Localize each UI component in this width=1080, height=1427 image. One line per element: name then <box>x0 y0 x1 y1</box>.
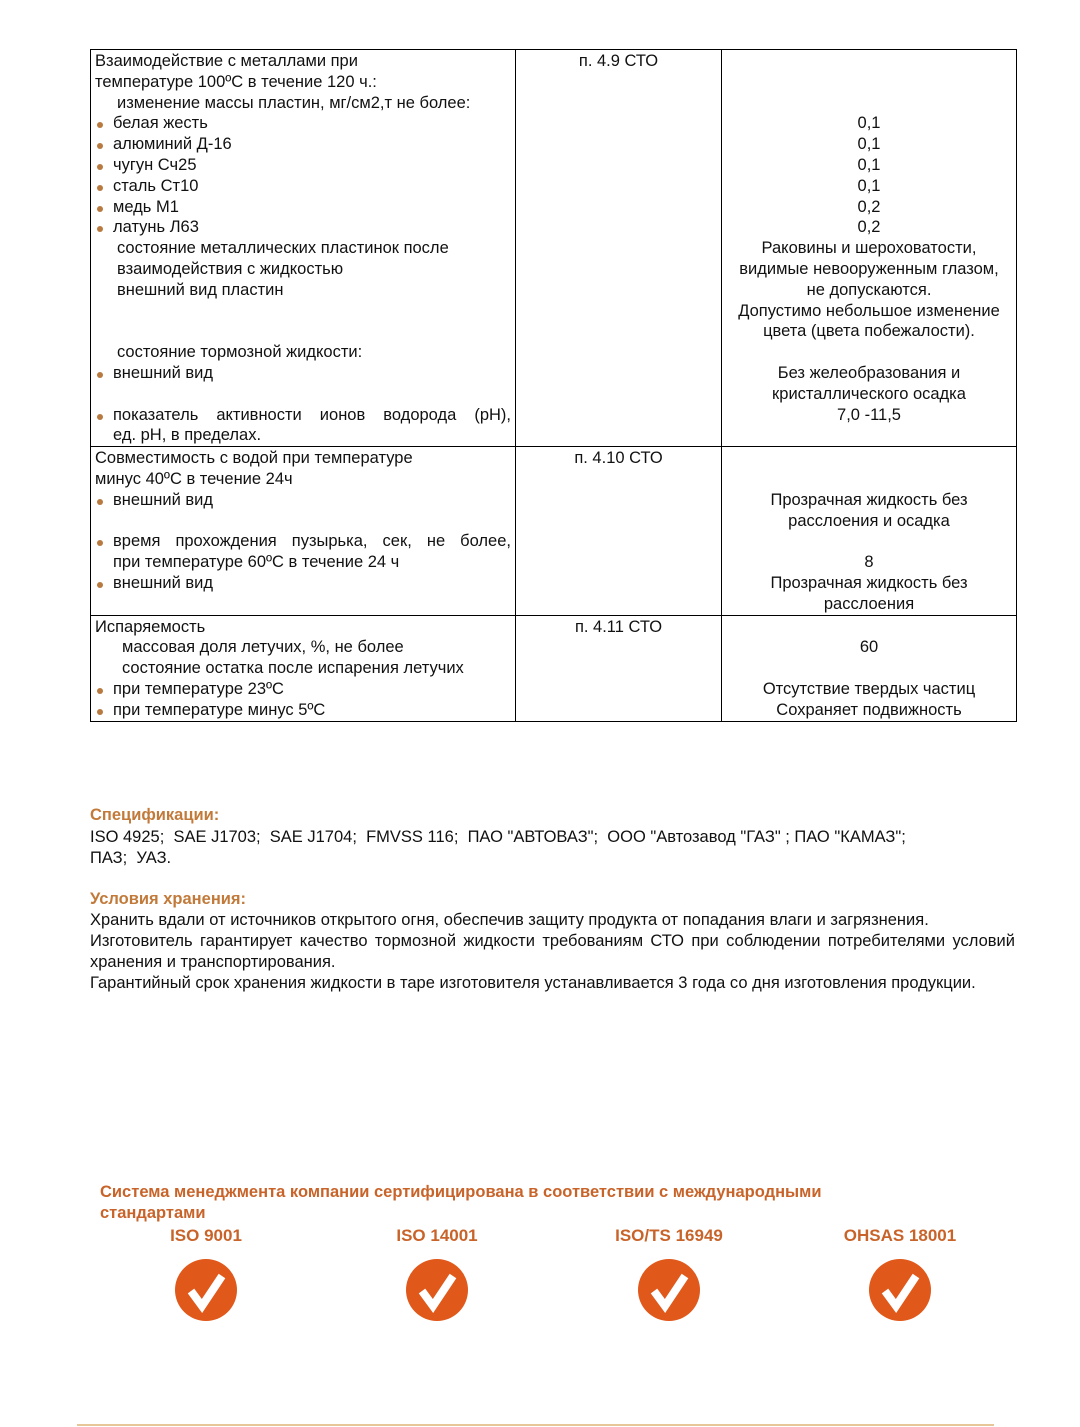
norm-value: 0,1 <box>857 114 881 133</box>
norm-value: Прозрачная жидкость без <box>770 490 968 509</box>
parameter-line: Совместимость с водой при температуре <box>95 449 413 468</box>
parameter-cell <box>91 447 516 615</box>
check-badge-icon <box>637 1258 701 1322</box>
bullet-item: внешний вид <box>95 490 511 511</box>
parameter-line: взаимодействия с жидкостью <box>117 259 344 278</box>
norm-value: 0,1 <box>857 176 881 195</box>
storage-paragraph: Гарантийный срок хранения жидкости в таре изготовителя устанавливается 3 года со дня изготовления продукции. <box>90 974 976 992</box>
storage-title: Условия хранения: <box>90 890 247 908</box>
storage-paragraph: Хранить вдали от источников открытого огня, обеспечив защиту продукта от попадания влаги и загрязнения. <box>90 911 929 929</box>
bullet-item: показатель активности ионов водорода (рН), <box>95 405 511 426</box>
norm-value: 0,1 <box>857 155 881 174</box>
parameter-line: состояние остатка после испарения летучих <box>122 659 464 678</box>
properties-table <box>90 49 1017 722</box>
parameter-line: состояние металлических пластинок после <box>117 239 449 258</box>
norm-value-cell <box>722 50 1017 447</box>
parameter-line <box>95 301 511 322</box>
norm-value <box>726 342 1012 363</box>
parameter-cell <box>91 50 516 447</box>
bullet-item: время прохождения пузырька, сек, не более, <box>95 531 511 552</box>
bullet-item: алюминий Д-16 <box>95 134 511 155</box>
norm-value: Раковины и шероховатости, <box>761 239 977 258</box>
bullet-item: при температуре 23ºС <box>95 679 511 700</box>
norm-value <box>726 448 1012 469</box>
norm-value <box>726 658 1012 679</box>
norm-value <box>726 469 1012 490</box>
norm-value: кристаллического осадка <box>772 384 966 403</box>
norm-value: цвета (цвета побежалости). <box>763 322 975 341</box>
cert-iso-9001 <box>126 1226 286 1322</box>
cert-label: ISO/TS 16949 <box>615 1226 723 1245</box>
certification-title: Система менеджмента компании сертифицирована в соответствии с международными стандартами <box>100 1183 822 1222</box>
norm-value: Допустимо небольшое изменение <box>738 301 1000 320</box>
parameter-line: температуре 100ºС в течение 120 ч.: <box>95 72 377 91</box>
norm-value: 0,1 <box>857 135 881 154</box>
cert-label: ISO 9001 <box>170 1226 242 1245</box>
specifications-line-1: ISO 4925; SAE J1703; SAE J1704; FMVSS 116; ПАО "АВТОВАЗ"; ООО "Автозавод "ГАЗ" ; ПАО "КАМАЗ"; <box>90 828 906 846</box>
cert-label: OHSAS 18001 <box>843 1226 957 1245</box>
bullet-item: медь М1 <box>95 197 511 218</box>
test-method: п. 4.10 СТО <box>574 449 663 468</box>
check-badge-icon <box>405 1258 469 1322</box>
norm-value: 0,2 <box>857 197 881 216</box>
norm-value <box>726 425 1012 446</box>
norm-value <box>726 617 1012 638</box>
norm-value: не допускаются. <box>806 280 932 299</box>
test-method: п. 4.9 СТО <box>578 52 659 70</box>
parameter-line <box>95 384 511 405</box>
parameter-line <box>95 511 511 532</box>
footer-divider <box>77 1424 994 1426</box>
norm-value: видимые невооруженным глазом, <box>739 259 999 278</box>
norm-value: 60 <box>859 638 879 657</box>
test-method: п. 4.11 СТО <box>574 617 663 636</box>
table-row <box>91 50 1017 447</box>
cert-iso-ts-16949 <box>589 1226 749 1322</box>
norm-value: Без желеобразования и <box>777 363 961 382</box>
norm-value <box>726 93 1012 114</box>
specifications-text <box>90 827 1015 869</box>
bullet-item: при температуре минус 5ºС <box>95 700 511 721</box>
check-badge-icon <box>174 1258 238 1322</box>
norm-value-cell <box>722 447 1017 615</box>
cert-ohsas-18001 <box>820 1226 980 1322</box>
method-cell <box>516 50 722 447</box>
storage-text <box>90 910 1015 994</box>
specifications-title: Спецификации: <box>90 806 220 824</box>
parameter-line: ед. рН, в пределах. <box>113 426 262 445</box>
norm-value <box>726 51 1012 72</box>
method-cell <box>516 447 722 615</box>
cert-iso-14001 <box>357 1226 517 1322</box>
method-cell <box>516 615 722 721</box>
bullet-item: белая жесть <box>95 113 511 134</box>
norm-value-cell <box>722 615 1017 721</box>
specifications-line-2: ПАЗ; УАЗ. <box>90 849 172 867</box>
norm-value <box>726 72 1012 93</box>
parameter-line: состояние тормозной жидкости: <box>117 343 363 362</box>
parameter-line: минус 40ºС в течение 24ч <box>95 469 293 488</box>
parameter-line: Взаимодействие с металлами при <box>95 52 358 70</box>
parameter-line: Испаряемость <box>95 617 206 636</box>
parameter-line: изменение массы пластин, мг/см2,т не более: <box>117 93 471 112</box>
parameter-line: массовая доля летучих, %, не более <box>122 638 404 657</box>
parameter-cell <box>91 615 516 721</box>
norm-value: расслоения и осадка <box>788 511 950 530</box>
bullet-item: внешний вид <box>95 363 511 384</box>
bullet-item: внешний вид <box>95 573 511 594</box>
norm-value: расслоения <box>823 594 915 613</box>
parameter-line: при температуре 60ºС в течение 24 ч <box>113 553 400 572</box>
bullet-item: латунь Л63 <box>95 217 511 238</box>
storage-paragraph: Изготовитель гарантирует качество тормозной жидкости требованиям СТО при соблюдении потребителями условий хранения и транспортирования. <box>90 932 1015 971</box>
norm-value: Прозрачная жидкость без <box>770 573 968 592</box>
table-row <box>91 447 1017 615</box>
parameter-line <box>95 321 511 342</box>
cert-label: ISO 14001 <box>396 1226 478 1245</box>
bullet-item: сталь Ст10 <box>95 176 511 197</box>
norm-value <box>726 531 1012 552</box>
norm-value: 0,2 <box>857 218 881 237</box>
norm-value: Отсутствие твердых частиц <box>762 679 976 698</box>
table-row <box>91 615 1017 721</box>
norm-value: 8 <box>864 553 874 572</box>
check-badge-icon <box>868 1258 932 1322</box>
parameter-line <box>95 594 511 615</box>
norm-value: 7,0 -11,5 <box>837 405 901 424</box>
norm-value: Сохраняет подвижность <box>776 700 962 719</box>
parameter-line: внешний вид пластин <box>117 280 284 299</box>
bullet-item: чугун Сч25 <box>95 155 511 176</box>
